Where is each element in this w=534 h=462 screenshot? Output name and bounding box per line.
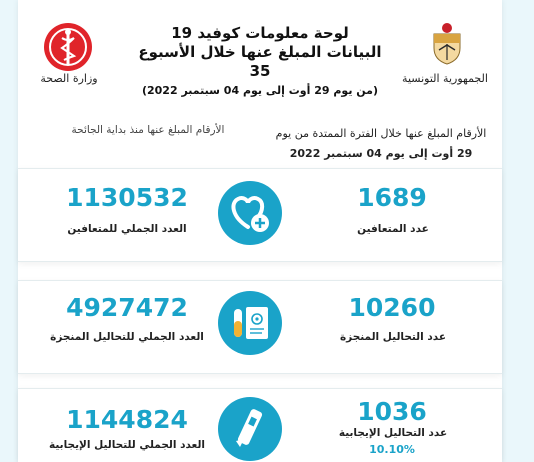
weekly-tests-value: 10260 xyxy=(348,293,436,322)
header xyxy=(18,0,502,110)
page-title xyxy=(128,24,392,98)
positive-tests-card xyxy=(18,388,502,462)
weekly-recoveries-value: 1689 xyxy=(357,183,427,212)
weekly-period-line-2: 29 أوت إلى يوم 04 سبتمبر 2022 xyxy=(289,147,473,160)
dashboard-sheet xyxy=(18,0,502,462)
rapid-test-icon xyxy=(218,397,282,461)
ministry-logo xyxy=(40,22,96,72)
lab-test-icon xyxy=(218,291,282,355)
heart-plus-icon xyxy=(218,181,282,245)
tunisia-coat-of-arms-icon xyxy=(430,22,464,66)
title-line-1: لوحة معلومات كوفيد 19 xyxy=(171,24,349,42)
total-recoveries-label: العدد الجملي للمتعافين xyxy=(67,223,187,235)
total-positive-value: 1144824 xyxy=(66,405,188,434)
republic-label: الجمهورية التونسية xyxy=(402,72,488,85)
total-positive-label: العدد الجملي للتحاليل الإيجابية xyxy=(48,439,206,451)
recoveries-card xyxy=(18,168,502,262)
positivity-rate: 10.10% xyxy=(369,443,415,456)
title-line-3: (من يوم 29 أوت إلى يوم 04 سبتمبر 2022) xyxy=(141,84,379,97)
weekly-tests-label: عدد التحاليل المنجزة xyxy=(339,331,447,343)
total-recoveries-value: 1130532 xyxy=(66,183,188,212)
total-tests-label: العدد الجملي للتحاليل المنجزة xyxy=(50,331,204,343)
weekly-positive-label: عدد التحاليل الإيجابية xyxy=(338,427,448,439)
title-line-2: البيانات المبلغ عنها خلال الأسبوع 35 xyxy=(138,43,382,80)
weekly-period-line-1: الأرقام المبلغ عنها خلال الفترة الممتدة من يوم xyxy=(275,127,487,140)
weekly-recoveries-label: عدد المتعافين xyxy=(357,223,429,235)
total-tests-value: 4927472 xyxy=(66,293,188,322)
since-start-subheader: الأرقام المبلغ عنها منذ بداية الجائحة xyxy=(71,124,225,136)
tests-card xyxy=(18,280,502,374)
weekly-positive-value: 1036 xyxy=(357,397,427,426)
weekly-period-subheader xyxy=(268,124,494,164)
ministry-label: وزارة الصحة xyxy=(40,72,98,85)
